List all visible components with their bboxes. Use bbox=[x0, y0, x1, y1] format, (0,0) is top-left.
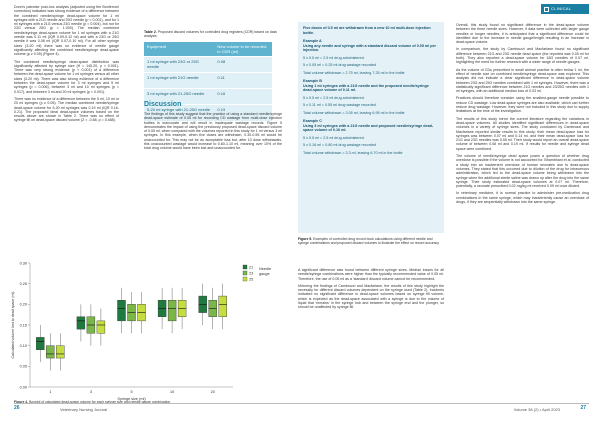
box-25 bbox=[219, 296, 227, 317]
example-b-line: Total volume withdrawn = 3.05 ml, leaving 6.95 ml in the bottle bbox=[303, 110, 405, 115]
discussion-heading: Discussion bbox=[144, 101, 182, 108]
figure4-chart bbox=[8, 255, 291, 405]
paragraph: The findings of this study suggest that the practice of using a standard needle/syringe dead-space estimate of 0.05 ml for recording CD wastage from multi-dose injection bottles is inaccurate and will result in inadequate wastage records. Figure 5 demonstrates the impact of using the previously proposed dead-space discard volume of 0.05 ml, when compared with the volumes reported in this study for 1 ml versus 3 ml syringes. In this example, when five doses are withdrawn, 0.30-0.55 ml would be unaccounted for. This may not be an acceptable loss but, after 10 dose withdrawals, this unaccounted wastage would increase to 0.60-1.10 ml, meaning over 10% of the total drug volume would have been lost and unaccounted for. bbox=[144, 112, 282, 151]
table-caption-label: Table 2. bbox=[144, 30, 157, 34]
legend-swatch-23 bbox=[243, 271, 247, 275]
table-cell-equipment: 3 ml syringe with 21-25G needle bbox=[144, 89, 214, 105]
table-row bbox=[144, 57, 272, 73]
paragraph: As the volume of CDs prescribed in small animal practice is often below 1 ml, the effect of needle size on combined needle/syringe dead-space was explored. This analysis did not indicate a clear significant difference in dead-space volume between 23G and 25G needles combined with 1 ml syringes. However, there was a statistically significant difference between 21G needles and 23/25G needles with 1 ml syringes, with an additional median loss of 0.03 ml. bbox=[456, 67, 589, 94]
box-23 bbox=[46, 346, 54, 358]
discussion-text bbox=[144, 112, 282, 154]
y-axis-label: Calculated volume lost to dead space (ml) bbox=[11, 291, 15, 359]
y-tick-label: 0.15 bbox=[19, 323, 27, 328]
figure5-caption-text: Examples of controlled drug record book calculations using different needle and syringe combinations and proposed discard volumes to illustrate the effect on record accuracy bbox=[298, 237, 439, 246]
figure5-box bbox=[298, 22, 444, 233]
example-c-line: 5 x 0.16 ml = 0.80 ml drug wastage recorded bbox=[303, 143, 377, 147]
right-column bbox=[456, 23, 589, 207]
x-tick-label: 1 bbox=[49, 390, 52, 394]
paragraph: Dunn's pairwise post-hoc analysis (adjusted using the Bonferroni correction) indicated was strong evidence of a difference between the combined needle/syringe dead-space volume for 1 ml syringes with a 21G needle and 25G needle (p < 0.001), and for 1 ml syringes with a 21G versus 23G needle (p = 0.004), but not for 23G versus 25G (p = 1.000). The median combined needle/syringe dead-space volume for 1 ml syringes with a 21G needle was 0.11 ml (IQR 0.09-0.12 ml) and with a 23G or 25G needle it was 0.08 ml (IQR 0.07-0.10 ml). For all other syringe sizes (3-20 ml) there was no evidence of needle gauge significantly affecting the combined needle/syringe dead-space volume (p ≥ 0.05) (Figure 4). bbox=[14, 5, 119, 57]
x-axis-label: Syringe size (ml) bbox=[117, 397, 146, 401]
example-a-desc: Using any needle and syringe with a standard discard volume of 0.05 ml per injection. bbox=[303, 43, 436, 52]
figure5-caption bbox=[298, 237, 444, 245]
y-tick-label: 0.10 bbox=[19, 343, 27, 348]
left-column bbox=[14, 5, 119, 126]
example-a-line: Total volume withdrawn = 2.75 ml, leaving 7.25 ml in the bottle bbox=[303, 70, 405, 75]
example-a-line: 5 x 0.05 ml = 0.25 ml drug wastage recorded bbox=[303, 63, 377, 67]
paragraph: The results of this study mirror the current literature regarding the variations in dead-space volumes. All studies identified significant differences in dead-space volumes in a variety of syringe sizes. The study conducted by Cambruzzi and Macfarlane reported similar results to this study: their mean dead-space loss for syringes was between 0.07 ml and 0.14 ml, and their mean dead-space loss for 21G and 23G needles was 0.05 ml. Their study would report an overall dead-space volume of between 0.08 ml and 0.19 ml. If results for needle and syringe dead space were combined. bbox=[456, 116, 589, 151]
paragraph: The volume of needle/syringe dead space poses a question of whether drug overdose is possible if the volume is not accounted for. Bhambhani et al. conducted a study into an inadvertent overdose of human neonates due to dead-space volumes. They stated that this occurred due to dilution of the drug for intravenous administration, which led to the dead-space volume being withdrawn into the syringe when the additional sterile saline was drawn up after the drug into the same syringe. Their study estimated dead-space volumes at 0.07 ml. Therefore, potentially, a neonate prescribed 0.02 mg/kg ml received 0.09 ml once diluted. bbox=[456, 154, 589, 189]
figure5-caption-label: Figure 5. bbox=[298, 237, 313, 241]
x-tick-label: 20 bbox=[210, 390, 215, 394]
paragraph: Mirroring the findings of Cambruzzi and Macfarlane, the results of this study highlight the necessity for different discard volumes dependent on the syringe used (Table 2). Incidents indicated no significant difference in dead-space volumes based on syringe fill volume, which is expected as the dead-space associated with a syringe is due to the volume of liquid that 'remains' in the syringe hub and between the syringe end and the plunger, so should be unaffected by syringe fill. bbox=[298, 283, 444, 310]
table-cell-equipment: 1 ml syringe with 21G needle bbox=[144, 73, 214, 89]
x-tick-label: 5 bbox=[130, 390, 133, 394]
box-21 bbox=[36, 337, 44, 349]
table-caption bbox=[144, 30, 282, 38]
figure4-caption-text: Boxplot of calculated dead-space volume for each syringe size and needle gauge combination bbox=[28, 400, 171, 404]
document-icon bbox=[544, 7, 549, 12]
legend-title: gauge bbox=[259, 272, 270, 276]
y-tick-label: 0.25 bbox=[19, 281, 27, 286]
left-journal-title: Veterinary Nursing Journal bbox=[60, 407, 108, 412]
paragraph: In comparison, the study by Cambruzzi and Macfarlane found no significant difference between 21G and 23G needle dead space (the reported was 0.05 ml for both). They also reported a dead-space volume for 18G needles of 0.07 ml, highlighting the need for further research with a wider range of needle gauges. bbox=[456, 47, 589, 65]
box-21 bbox=[118, 300, 126, 321]
legend-label: 23 bbox=[249, 271, 254, 276]
example-a-title: Example A bbox=[303, 39, 322, 43]
proposed-volumes-table bbox=[144, 42, 272, 121]
legend-title: Needle bbox=[259, 267, 272, 271]
right-issue-meta: Volume 38 (2) • April 2023 bbox=[513, 407, 560, 412]
footer-rule bbox=[14, 403, 589, 404]
badge-label: CLINICAL bbox=[551, 6, 572, 11]
table-caption-text: Proposed discard volumes for controlled drug registers (CDR) based on data analysis bbox=[144, 30, 277, 39]
example-c-line: Total volume withdrawn = 3.3 ml, leaving 6.70 ml in the bottle bbox=[303, 150, 403, 155]
table-cell-equipment: 5-20 ml syringe with 21-25G needle bbox=[144, 105, 214, 121]
paragraph: A significant difference was found between different syringe sizes. Median losses for all needle/syringe combinations were higher than the typically recommended value of 0.05 ml. Therefore, the use of 0.05 ml as a 'standard' discard volume cannot be recommended. bbox=[298, 268, 444, 281]
example-b-line: 5 x 0.11 ml = 0.55 ml drug wastage recorded bbox=[303, 103, 376, 107]
table-row bbox=[144, 73, 272, 89]
figure4-caption-label: Figure 4. bbox=[14, 400, 29, 404]
left-page-number: 26 bbox=[14, 405, 20, 411]
right-page-number: 27 bbox=[580, 405, 586, 411]
table-header-volume: New volume to be recorded in CDR (ml) bbox=[214, 42, 272, 57]
y-tick-label: 0.20 bbox=[19, 302, 27, 307]
y-tick-label: 0.05 bbox=[19, 364, 27, 369]
table-cell-equipment: 1 ml syringe with 23G or 25G needle bbox=[144, 57, 214, 73]
paragraph: The combined needle/syringe dead-space distribution was significantly affected by syringe size (H = 145.20, p < 0.001). There was very strong evidence (p < 0.001) of a difference between the dead-space volume for 1 ml syringes versus all other sizes (3-20 ml). There was also strong evidence of a difference between the dead-space volume for 3 ml syringes and 5 ml syringes (p = 0.006), between 3 ml and 10 ml syringes (p = 0.017), and between 3 ml and 20 ml syringes (p < 0.001). bbox=[14, 59, 119, 94]
y-tick-label: 0.30 bbox=[19, 261, 27, 266]
table-cell-volume: 0.08 bbox=[214, 57, 272, 73]
paragraph: There was no evidence of a difference between the 5 ml, 10 ml or 20 ml syringes (p ≥ 0.05). The median combined needle/syringe dead-space volume for 5-20 ml syringes was 0.19 ml (IQR 0.16-0.21). The proposed ideal dead-space volumes based on the results above are shown in Table 2. There was no effect of syringe fill on dead-space discard volume (Z = -0.68, p = 0.488). bbox=[14, 96, 119, 123]
x-tick-label: 3 bbox=[89, 390, 92, 394]
example-c-desc: Using 3 ml syringes with a 21G needle and proposed needle/syringe dead-space volume of 0.16 ml. bbox=[303, 123, 434, 132]
example-b-desc: Using 1 ml syringes with a 21G needle and the proposed needle/syringe dead-space volume of 0.11 ml. bbox=[303, 83, 429, 92]
box-25 bbox=[56, 346, 64, 358]
legend-label: 25 bbox=[249, 277, 254, 282]
legend-swatch-25 bbox=[243, 277, 247, 281]
table-cell-volume: 0.11 bbox=[214, 73, 272, 89]
section-badge bbox=[541, 4, 589, 14]
x-tick-label: 10 bbox=[169, 390, 175, 394]
y-tick-label: 0.00 bbox=[19, 385, 27, 390]
table-header-row bbox=[144, 42, 272, 57]
example-b-line: 5 x 0.5 ml = 2.5 ml drug administered bbox=[303, 95, 364, 100]
example-c-title: Example C bbox=[303, 119, 322, 123]
table-cell-volume: 0.16 bbox=[214, 89, 272, 105]
boxplot-svg bbox=[8, 255, 291, 405]
paragraph: Practices should therefore consider using the smallest-gauge needle possible to reduce CD wastage. Low dead-space syringes are also available, which can further reduce drug wastage. However, they were not included in this study due to supply limitations at the time of the investigation. bbox=[456, 96, 589, 114]
figure5-title: Five doses of 0.5 ml are withdrawn from a new 10 ml multi-dose injection bottle. bbox=[303, 26, 431, 35]
paragraph: In veterinary medicine, it is normal practice to administer pre-medication drug combinations in the same syringe, which may inadvertently cause an overdose of drugs, if they are sequentially withdrawn into the same syringe. bbox=[456, 191, 589, 204]
example-b-title: Example B bbox=[303, 79, 322, 83]
example-a-line: 5 x 0.5 ml = 2.5 ml drug administered bbox=[303, 55, 364, 60]
paragraph: Overall, this study found no significant difference in the dead-space volume between the three needle sizes. However, if data were collected with larger gauge needles or longer needles, it is anticipated that a significant difference could be identified due to the increase in needle gauge/length resulting in an increase in dead-space volume. bbox=[456, 23, 589, 45]
table-cell-volume: 0.19 bbox=[214, 105, 272, 121]
box-21 bbox=[77, 317, 85, 329]
legend-label: 21 bbox=[249, 265, 254, 270]
table-header-equipment: Equipment bbox=[144, 42, 214, 57]
box-25 bbox=[97, 321, 105, 333]
legend-swatch-21 bbox=[243, 265, 247, 269]
middle-right-text bbox=[298, 268, 444, 313]
box-23 bbox=[168, 300, 176, 321]
example-c-line: 5 x 0.5 ml = 2.5 ml drug administered bbox=[303, 135, 364, 140]
